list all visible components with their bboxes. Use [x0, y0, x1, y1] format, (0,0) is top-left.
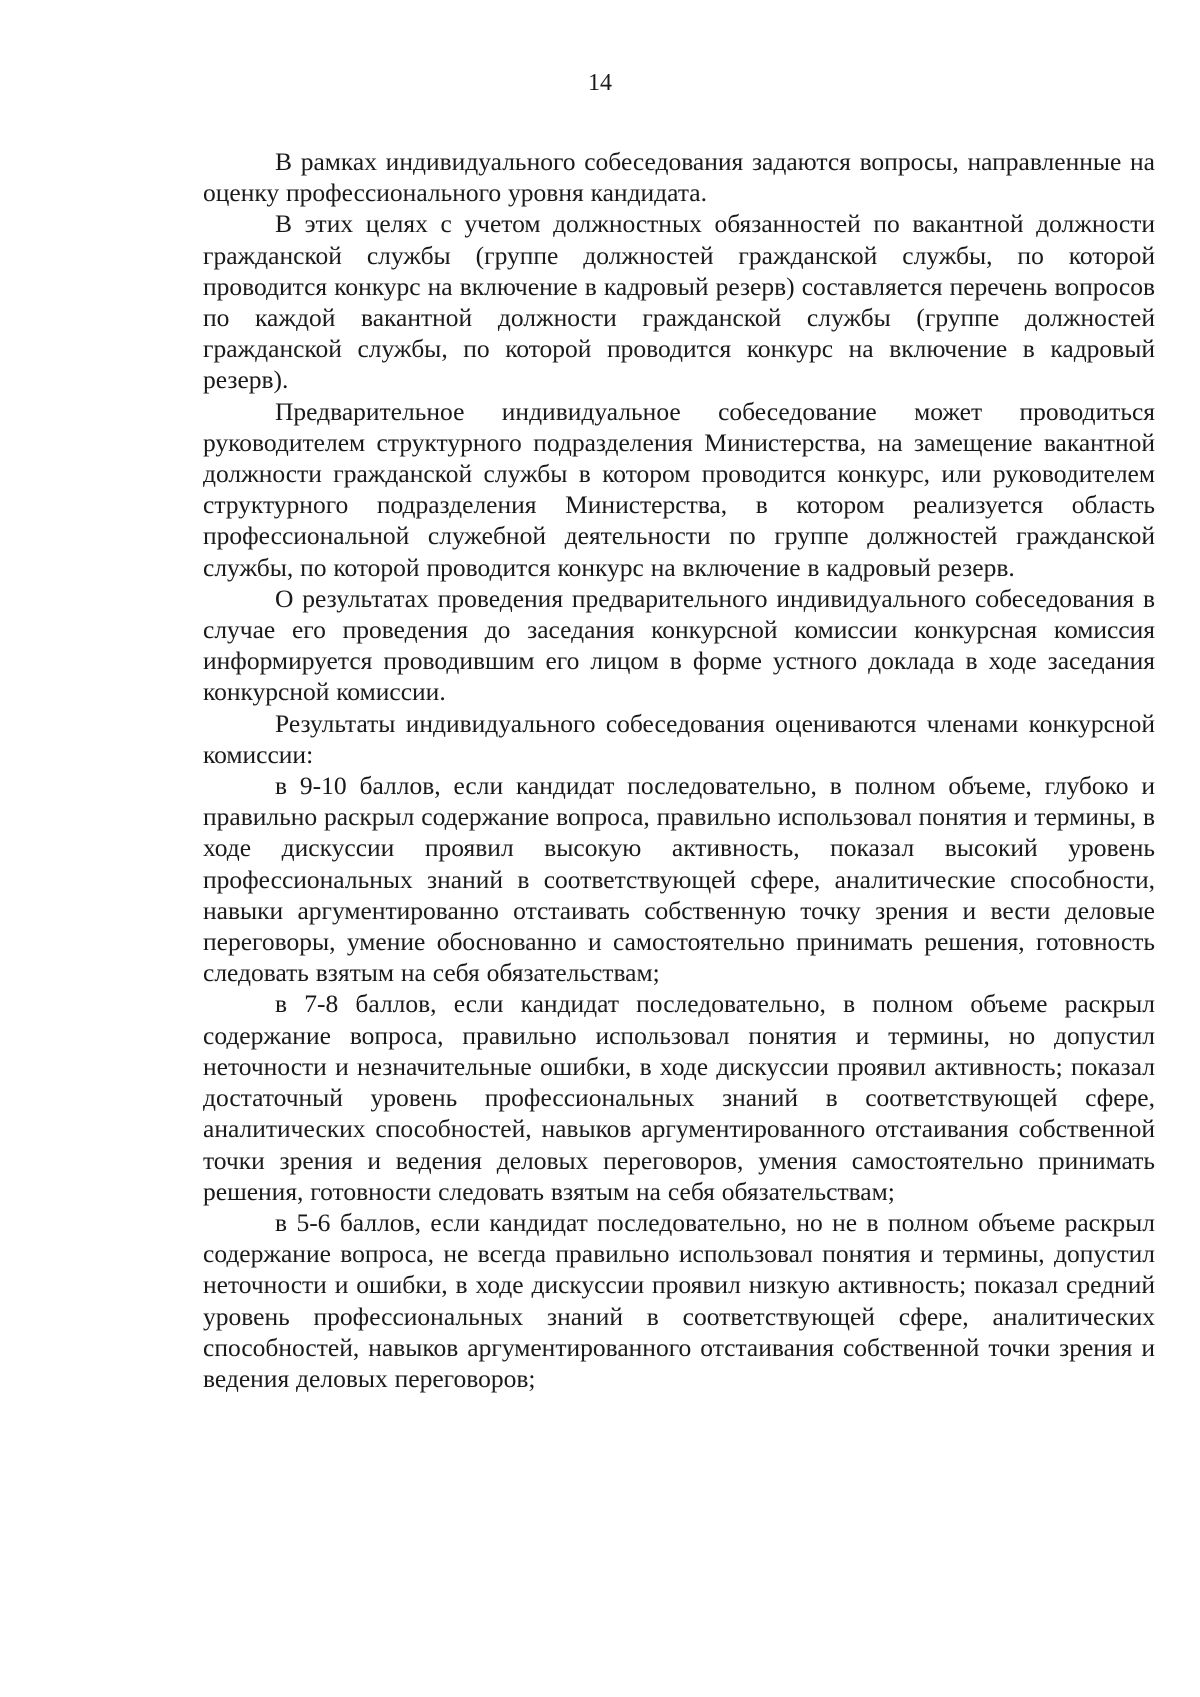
paragraph-score-5-6: в 5-6 баллов, если кандидат последовательно, но не в полном объеме раскрыл содержание вопроса, не всегда правильно использовал понятия и термины, допустил неточности и ошибки, в ходе дискуссии проявил низкую активность; показал средний уровень профессиональных знаний в соответствующей сфере, аналитических способностей, навыков аргументированного отстаивания собственной точки зрения и ведения деловых переговоров;: [203, 1207, 1155, 1393]
paragraph-preliminary-results: О результатах проведения предварительного индивидуального собеседования в случае его проведения до заседания конкурсной комиссии конкурсная комиссия информируется проводившим его лицом в форме устного доклада в ходе заседания конкурсной комиссии.: [203, 583, 1155, 707]
paragraph-score-9-10: в 9-10 баллов, если кандидат последовательно, в полном объеме, глубоко и правильно раскрыл содержание вопроса, правильно использовал понятия и термины, в ходе дискуссии проявил высокую активность, показал высокий уровень профессиональных знаний в соответствующей сфере, аналитические способности, навыки аргументированно отстаивать собственную точку зрения и вести деловые переговоры, умение обоснованно и самостоятельно принимать решения, готовность следовать взятым на себя обязательствам;: [203, 771, 1155, 988]
paragraph-evaluation-intro: Результаты индивидуального собеседования оцениваются членами конкурсной комиссии:: [203, 708, 1155, 769]
body-text: [203, 146, 1155, 1394]
paragraph-interview-questions: В рамках индивидуального собеседования задаются вопросы, направленные на оценку профессионального уровня кандидата.: [203, 147, 1155, 208]
paragraph-question-list: В этих целях с учетом должностных обязанностей по вакантной должности гражданской службы (группе должностей гражданской службы, по которой проводится конкурс на включение в кадровый резерв) составляется перечень вопросов по каждой вакантной должности гражданской службы (группе должностей гражданской службы, по которой проводится конкурс на включение в кадровый резерв).: [203, 209, 1155, 395]
page-number: 14: [588, 70, 612, 96]
paragraph-score-7-8: в 7-8 баллов, если кандидат последовательно, в полном объеме раскрыл содержание вопроса, правильно использовал понятия и термины, но допустил неточности и незначительные ошибки, в ходе дискуссии проявил активность; показал достаточный уровень профессиональных знаний в соответствующей сфере, аналитических способностей, навыков аргументированного отстаивания собственной точки зрения и ведения деловых переговоров, умения самостоятельно принимать решения, готовности следовать взятым на себя обязательствам;: [203, 989, 1155, 1206]
paragraph-preliminary-interview: Предварительное индивидуальное собеседование может проводиться руководителем структурного подразделения Министерства, на замещение вакантной должности гражданской службы в котором проводится конкурс, или руководителем структурного подразделения Министерства, в котором реализуется область профессиональной служебной деятельности по группе должностей гражданской службы, по которой проводится конкурс на включение в кадровый резерв.: [203, 396, 1155, 582]
